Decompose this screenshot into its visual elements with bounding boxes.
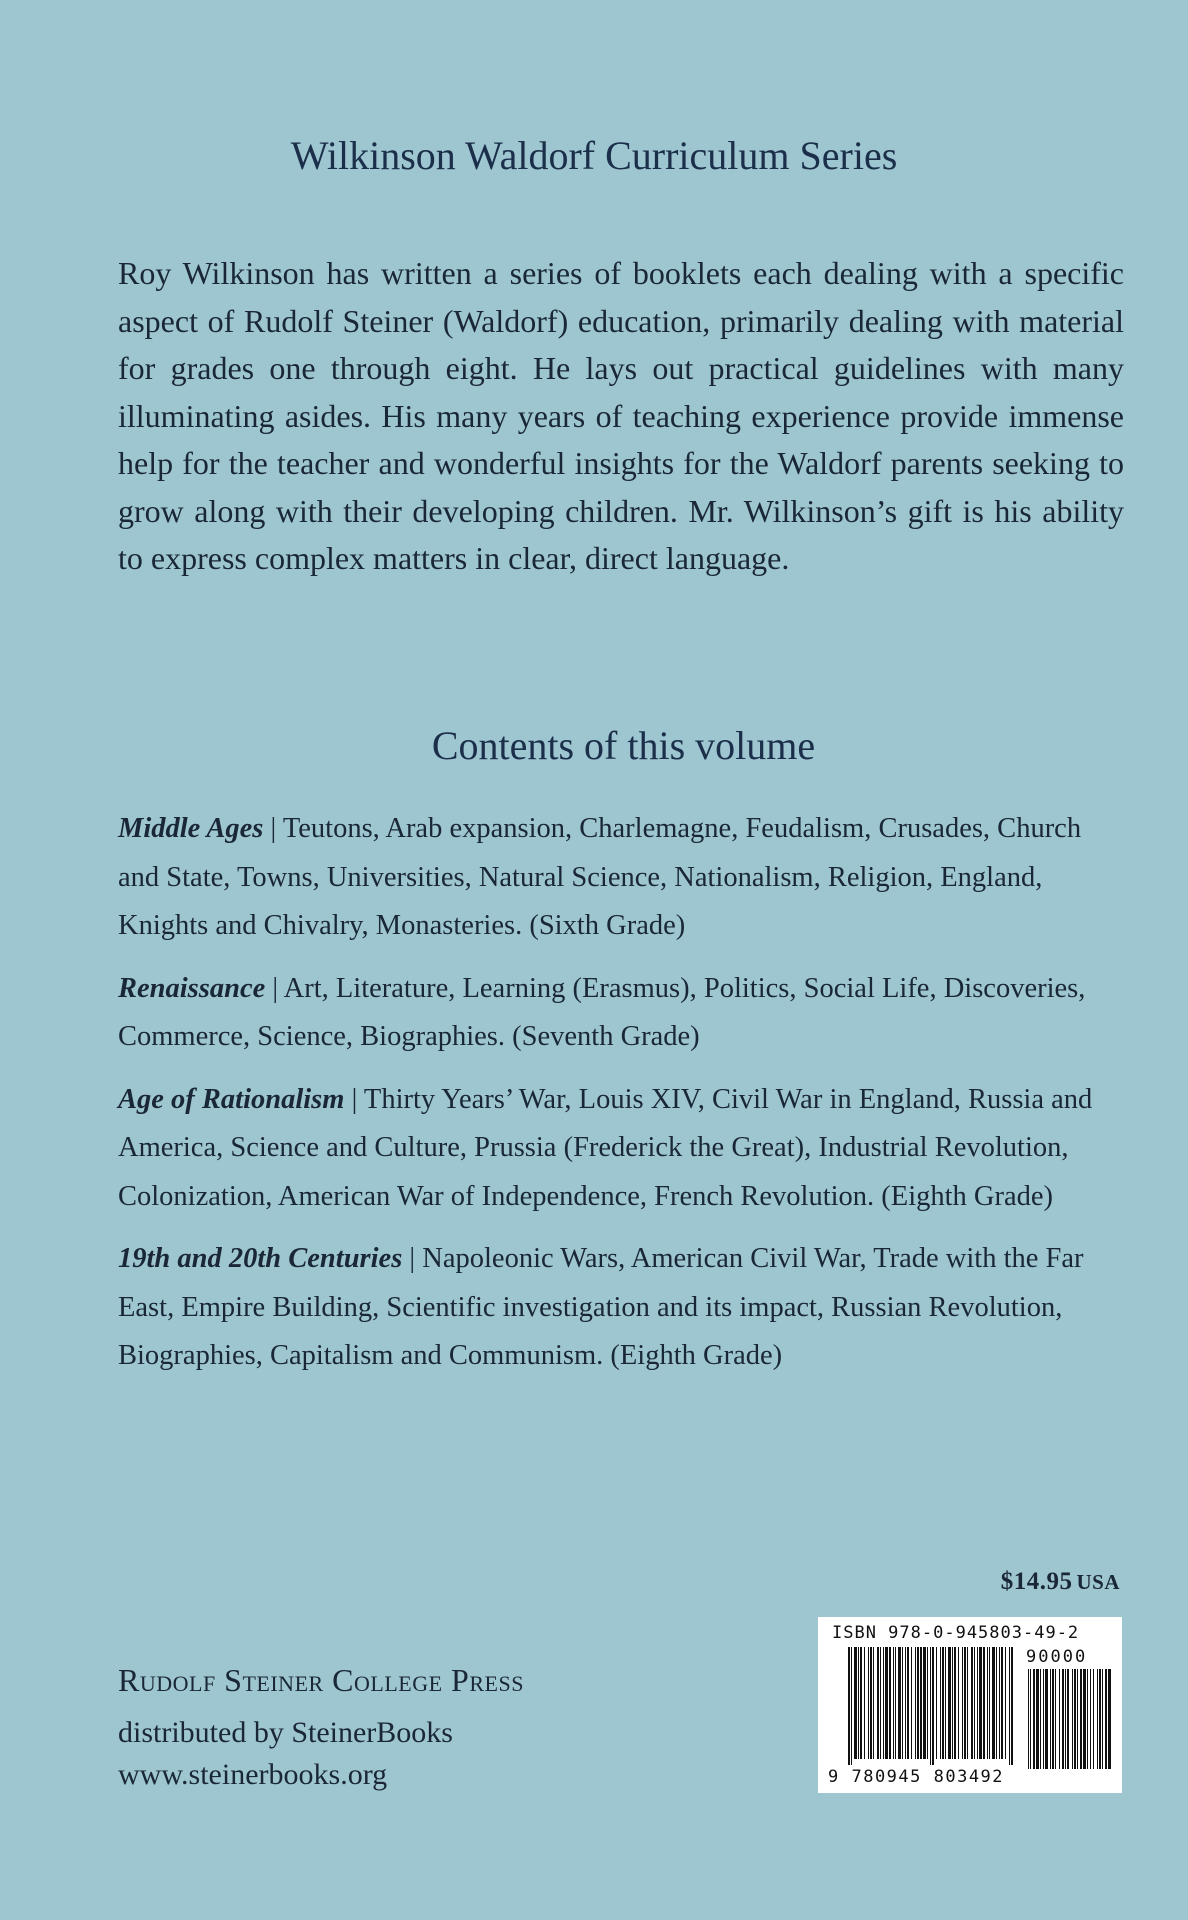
barcode-bar [958, 1647, 959, 1759]
series-title: Wilkinson Waldorf Curriculum Series [290, 133, 898, 178]
barcode-bar [1083, 1669, 1086, 1769]
barcode-bar [868, 1647, 869, 1759]
barcode-bar [992, 1647, 995, 1759]
entry-separator: | [344, 1083, 364, 1115]
barcode-bar [848, 1647, 850, 1765]
barcode-bar [962, 1647, 963, 1759]
contents-entry [118, 1076, 1118, 1222]
contents-heading: Contents of this volume [431, 723, 816, 768]
barcode-bar [1077, 1669, 1078, 1769]
barcode-bar [1102, 1669, 1103, 1769]
barcode-bar [860, 1647, 862, 1759]
barcode-bar [952, 1647, 953, 1759]
barcode-bar [917, 1647, 919, 1759]
entry-topics: Teutons, Arab expansion, Charlemagne, Feudalism, Crusades, Church and State, Towns, Universities, Natural Science, Nationalism, Religion, England, Knights and Chivalry, Monasteries. (Sixth Grade) [118, 813, 1082, 941]
price-addon-digits: 90000 [1026, 1647, 1088, 1667]
barcode-bar [1036, 1669, 1039, 1769]
barcode-bar [942, 1647, 944, 1759]
barcode-bar [1065, 1669, 1066, 1769]
barcode-bar [1074, 1669, 1076, 1769]
barcode-bar [971, 1647, 973, 1759]
entry-topics: Thirty Years’ War, Louis XIV, Civil War in England, Russia and America, Science and Culture, Prussia (Frederick the Great), Industrial Revolution, Colonization, American War of Independence, French Revolution. (Eighth Grade) [118, 1083, 1093, 1212]
barcode-bar [1105, 1669, 1107, 1769]
barcode-bar [999, 1647, 1000, 1759]
barcode-bar [877, 1647, 879, 1759]
description-paragraph: Roy Wilkinson has written a series of booklets each dealing with a specific aspect of Rudolf Steiner (Waldorf) education, primarily dealing with material for grades one through eight. He lays out practical guidelines with many illuminating asides. His many years of teaching experience provide immense help for the teacher and wonderful insights for the Waldorf parents seeking to grow along with their developing children. Mr. Wilkinson’s gift is his ability to express complex matters in clear, direct language. [118, 255, 1124, 576]
barcode-bar [936, 1647, 937, 1759]
barcode-bar [927, 1647, 928, 1759]
barcode-bar [915, 1647, 916, 1759]
price-currency: USA [1076, 1570, 1120, 1594]
barcode-bar [907, 1647, 909, 1759]
distributor-line: distributed by SteinerBooks [118, 1716, 453, 1749]
barcode-bar [930, 1647, 931, 1765]
barcode-bar [945, 1647, 946, 1759]
contents-entry [118, 805, 1118, 951]
barcode-bar [905, 1647, 906, 1759]
barcode-bar [1045, 1669, 1048, 1769]
barcode-bar [923, 1647, 926, 1759]
website-text: www.steinerbooks.org [118, 1758, 388, 1791]
contents-entry [118, 1235, 1118, 1381]
barcode-bar [1087, 1669, 1088, 1769]
entry-topics: Napoleonic Wars, American Civil War, Trade with the Far East, Empire Building, Scientific investigation and its impact, Russian Revolution, Biographies, Capitalism and Communism. (Eighth Grade) [118, 1243, 1084, 1371]
barcode-bar [1030, 1669, 1031, 1769]
publisher-name: Rudolf Steiner College Press [118, 1662, 524, 1698]
barcode-bar [1099, 1669, 1101, 1769]
barcode-bar [864, 1647, 865, 1759]
barcode-bar [1080, 1669, 1082, 1769]
barcode-bar [979, 1647, 982, 1759]
barcode-bar [1108, 1669, 1111, 1769]
entry-separator: | [402, 1243, 423, 1274]
barcode-bar [870, 1647, 872, 1759]
isbn-barcode [818, 1617, 1122, 1793]
barcode-bar [1097, 1669, 1098, 1769]
barcode-bar [974, 1647, 975, 1759]
entry-title: Renaissance [118, 972, 266, 1004]
barcode-bar [858, 1647, 859, 1759]
contents-entry [118, 965, 1118, 1062]
entry-topics: Art, Literature, Learning (Erasmus), Politics, Social Life, Discoveries, Commerce, Science, Biographies. (Seventh Grade) [118, 972, 1086, 1052]
barcode-bar [873, 1647, 874, 1759]
entry-title: Middle Ages [118, 813, 264, 844]
barcode-bar [1067, 1669, 1069, 1769]
barcode-bar [1093, 1669, 1094, 1769]
barcode-bar [1072, 1669, 1073, 1769]
barcode-bar [1050, 1669, 1051, 1769]
barcode-bar [996, 1647, 997, 1759]
barcode-bar [1052, 1669, 1054, 1769]
barcode-bar [1062, 1669, 1064, 1769]
barcode-bar [1043, 1669, 1044, 1769]
ean-digits: 9 780945 803492 [828, 1767, 1005, 1787]
isbn-number: ISBN 978-0-945803-49-2 [832, 1623, 1080, 1643]
barcode-bar [1090, 1669, 1091, 1769]
distributor-info [118, 1712, 453, 1796]
barcode-bar [1005, 1647, 1006, 1759]
barcode-bar [1055, 1669, 1056, 1769]
barcode-bar [911, 1647, 912, 1759]
barcode-bar [989, 1647, 990, 1759]
entry-title: 19th and 20th Centuries [118, 1243, 403, 1274]
barcode-bar [940, 1647, 941, 1759]
barcode-bar [1009, 1647, 1010, 1765]
barcode-bar [880, 1647, 881, 1759]
barcode-bar [983, 1647, 985, 1759]
barcode-bar [967, 1647, 968, 1759]
barcode-bar [977, 1647, 978, 1759]
barcode-bar [948, 1647, 951, 1759]
barcode-bar [889, 1647, 891, 1759]
contents-list [118, 805, 1118, 1395]
barcode-bar [851, 1647, 852, 1765]
barcode-bar [1059, 1669, 1060, 1769]
barcode-bar [1033, 1669, 1035, 1769]
entry-separator: | [263, 813, 283, 844]
price-amount: $14.95 [1000, 1568, 1073, 1595]
barcode-bar [964, 1647, 966, 1759]
barcode-bar [854, 1647, 857, 1759]
barcode-bar [898, 1647, 901, 1759]
barcode-bar [883, 1647, 884, 1759]
barcode-bar [987, 1647, 988, 1759]
barcode-bar [885, 1647, 888, 1759]
barcode-bar [954, 1647, 956, 1759]
price-label [900, 1568, 1120, 1596]
barcode-bar [895, 1647, 896, 1759]
barcode-bar [1001, 1647, 1003, 1759]
barcode-bar [1040, 1669, 1041, 1769]
entry-title: Age of Rationalism [118, 1083, 345, 1115]
barcode-bar [902, 1647, 903, 1759]
barcode-bar [893, 1647, 894, 1759]
entry-separator: | [265, 972, 284, 1004]
barcode-bar [932, 1647, 934, 1765]
barcode-bar [920, 1647, 922, 1759]
barcode-bar [1028, 1669, 1029, 1769]
barcode-bar [1011, 1647, 1013, 1765]
